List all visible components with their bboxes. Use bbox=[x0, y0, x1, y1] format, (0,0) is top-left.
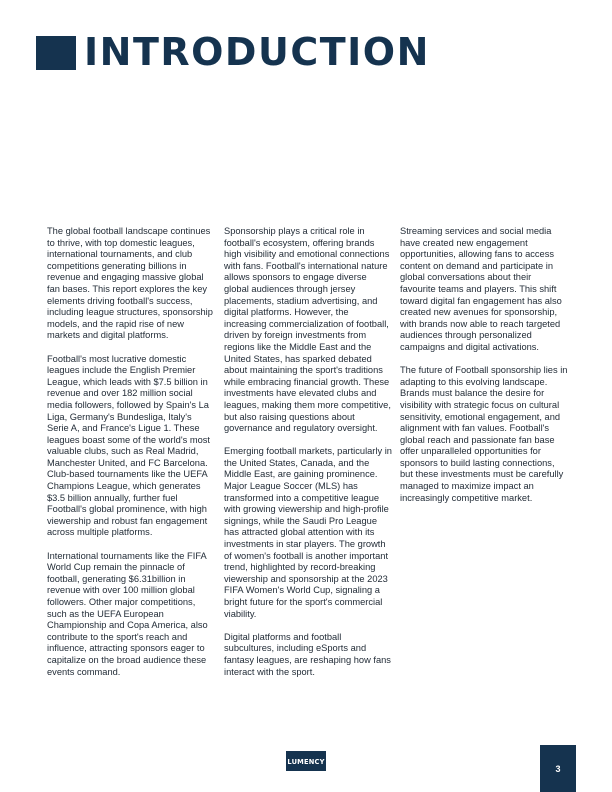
paragraph: Streaming services and social media have created new engagement opportunities, allowing fans to access content on demand and participate in global conversations about their favourite teams and players. This shift toward digital fan engagement has also created new avenues for sponsorship, with brands now able to reach targeted audiences through personalized campaigns and digital activations. bbox=[400, 226, 562, 352]
text-column-1 bbox=[47, 226, 215, 690]
paragraph: The global football landscape continues to thrive, with top domestic leagues, international tournaments, and club competitions generating billions in revenue and engaging massive global fan bases. This report explores the key elements driving football's success, including league structures, sponsorship models, and the rapid rise of new markets and digital platforms. bbox=[47, 226, 213, 341]
logo-text: LUMENCY bbox=[287, 756, 325, 766]
title-accent-block bbox=[36, 36, 76, 70]
page-number-tab bbox=[540, 745, 576, 792]
page-title: INTRODUCTION bbox=[84, 30, 430, 74]
paragraph: Digital platforms and football subcultures, including eSports and fantasy leagues, are reshaping how fans interact with the sport. bbox=[224, 631, 391, 677]
text-column-3 bbox=[400, 226, 568, 516]
paragraph: Football's most lucrative domestic leagues include the English Premier League, which leads with $7.5 billion in revenue and over 182 million social media followers, followed by Spain's La Liga, Germany's Bundesliga, Italy's Serie A, and France's Ligue 1. These leagues boast some of the world's most valuable clubs, such as Real Madrid, Manchester United, and FC Barcelona. Club-based tournaments like the UEFA Champions League, which generates $3.5 billion annually, further fuel Football's global prominence, with high viewership and robust fan engagement across multiple platforms. bbox=[47, 353, 211, 538]
text-column-2 bbox=[224, 226, 392, 690]
paragraph: International tournaments like the FIFA World Cup remain the pinnacle of football, generating $6.31billion in revenue with over 100 million global followers. Other major competitions, such as the UEFA European Championship and Copa America, also contribute to the sport's reach and influence, attracting sponsors eager to capitalize on the broad audience these events command. bbox=[47, 550, 208, 677]
paragraph: Sponsorship plays a critical role in football's ecosystem, offering brands high visibility and emotional connections with fans. Football's international nature allows sponsors to engage diverse global audiences through jersey placements, stadium advertising, and digital platforms. However, the increasing commercialization of football, driven by foreign investments from regions like the Middle East and the United States, has sparked debated about maintaining the sport's traditions while embracing financial growth. These investments have elevated clubs and leagues, making them more competitive, but also raising questions about governance and regulatory oversight. bbox=[224, 226, 391, 434]
paragraph: The future of Football sponsorship lies in adapting to this evolving landscape. Brands must balance the desire for visibility with strategic focus on cultural sensitivity, emotional engagement, and alignment with fan values. Football's global reach and passionate fan base offer unparalleled opportunities for sponsors to build lasting connections, but these investments must be carefully managed to maximize impact an increasingly competitive market. bbox=[400, 365, 568, 503]
page-number: 3 bbox=[555, 763, 561, 774]
paragraph: Emerging football markets, particularly in the United States, Canada, and the Middle East, are gaining prominence. Major League Soccer (MLS) has transformed into a competitive league with growing viewership and high-profile signings, while the Saudi Pro League has attracted global attention with its investments in star players. The growth of women's football is another important trend, highlighted by record-breaking viewership and sponsorship at the 2023 FIFA Women's World Cup, signaling a bright future for the sport's commercial viability. bbox=[224, 446, 392, 619]
lumency-logo bbox=[286, 751, 326, 771]
